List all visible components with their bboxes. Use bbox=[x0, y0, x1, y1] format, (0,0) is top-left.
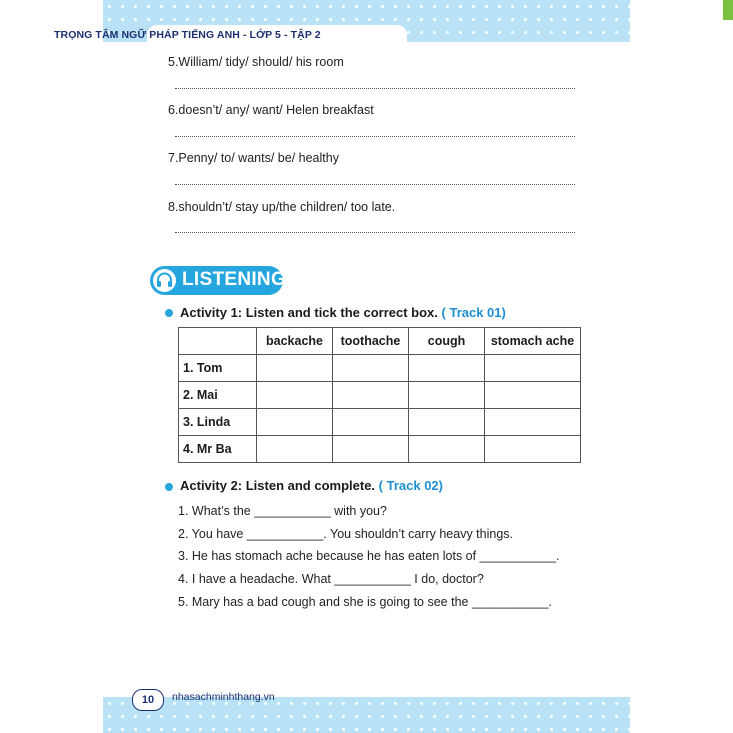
page-header-title: TRỌNG TÂM NGỮ PHÁP TIẾNG ANH - LỚP 5 - TẬP 2 bbox=[54, 29, 321, 41]
green-edge-decoration bbox=[723, 0, 733, 20]
column-header: cough bbox=[409, 328, 485, 355]
question-1: 1. What’s the ___________ with you? bbox=[178, 504, 387, 518]
tick-box[interactable] bbox=[257, 382, 333, 409]
answer-line-6 bbox=[175, 136, 575, 137]
headphones-icon bbox=[153, 269, 176, 292]
column-header: backache bbox=[257, 328, 333, 355]
table-row bbox=[179, 409, 581, 436]
page-number: 10 bbox=[132, 689, 164, 711]
symptom-table bbox=[178, 327, 581, 463]
exercise-item-6: 6.doesn’t/ any/ want/ Helen breakfast bbox=[168, 103, 374, 117]
row-label: 4. Mr Ba bbox=[179, 436, 257, 463]
tick-box[interactable] bbox=[333, 382, 409, 409]
row-label: 2. Mai bbox=[179, 382, 257, 409]
tick-box[interactable] bbox=[485, 382, 581, 409]
activity-1-track: ( Track 01) bbox=[441, 305, 506, 320]
tick-box[interactable] bbox=[409, 355, 485, 382]
tick-box[interactable] bbox=[485, 436, 581, 463]
tick-box[interactable] bbox=[257, 409, 333, 436]
row-label: 3. Linda bbox=[179, 409, 257, 436]
bullet-icon bbox=[165, 309, 173, 317]
answer-line-8 bbox=[175, 232, 575, 233]
answer-line-7 bbox=[175, 184, 575, 185]
listening-badge bbox=[150, 266, 287, 295]
tick-box[interactable] bbox=[485, 355, 581, 382]
activity-2-track: ( Track 02) bbox=[378, 478, 443, 493]
activity-2-heading bbox=[180, 478, 443, 493]
bullet-icon bbox=[165, 483, 173, 491]
exercise-item-7: 7.Penny/ to/ wants/ be/ healthy bbox=[168, 151, 339, 165]
column-header: stomach ache bbox=[485, 328, 581, 355]
tick-box[interactable] bbox=[409, 382, 485, 409]
table-corner-cell bbox=[179, 328, 257, 355]
table-header-row bbox=[179, 328, 581, 355]
answer-line-5 bbox=[175, 88, 575, 89]
exercise-item-8: 8.shouldn’t/ stay up/the children/ too late. bbox=[168, 200, 396, 214]
question-2: 2. You have ___________. You shouldn’t carry heavy things. bbox=[178, 527, 513, 541]
table-row bbox=[179, 382, 581, 409]
column-header: toothache bbox=[333, 328, 409, 355]
activity-2-title: Activity 2: Listen and complete. bbox=[180, 478, 376, 493]
exercise-item-5: 5.William/ tidy/ should/ his room bbox=[168, 55, 344, 69]
tick-box[interactable] bbox=[333, 436, 409, 463]
tick-box[interactable] bbox=[409, 436, 485, 463]
activity-1-title: Activity 1: Listen and tick the correct box. bbox=[180, 305, 438, 320]
tick-box[interactable] bbox=[409, 409, 485, 436]
table-row bbox=[179, 436, 581, 463]
footer-website: nhasachminhthang.vn bbox=[172, 691, 275, 703]
listening-heading: LISTENING bbox=[182, 269, 287, 290]
tick-box[interactable] bbox=[485, 409, 581, 436]
question-5: 5. Mary has a bad cough and she is going to see the ___________. bbox=[178, 595, 552, 609]
question-3: 3. He has stomach ache because he has eaten lots of ___________. bbox=[178, 549, 560, 563]
row-label: 1. Tom bbox=[179, 355, 257, 382]
tick-box[interactable] bbox=[333, 355, 409, 382]
tick-box[interactable] bbox=[333, 409, 409, 436]
tick-box[interactable] bbox=[257, 355, 333, 382]
question-4: 4. I have a headache. What ___________ I do, doctor? bbox=[178, 572, 484, 586]
table-row bbox=[179, 355, 581, 382]
activity-1-heading bbox=[180, 305, 506, 320]
tick-box[interactable] bbox=[257, 436, 333, 463]
